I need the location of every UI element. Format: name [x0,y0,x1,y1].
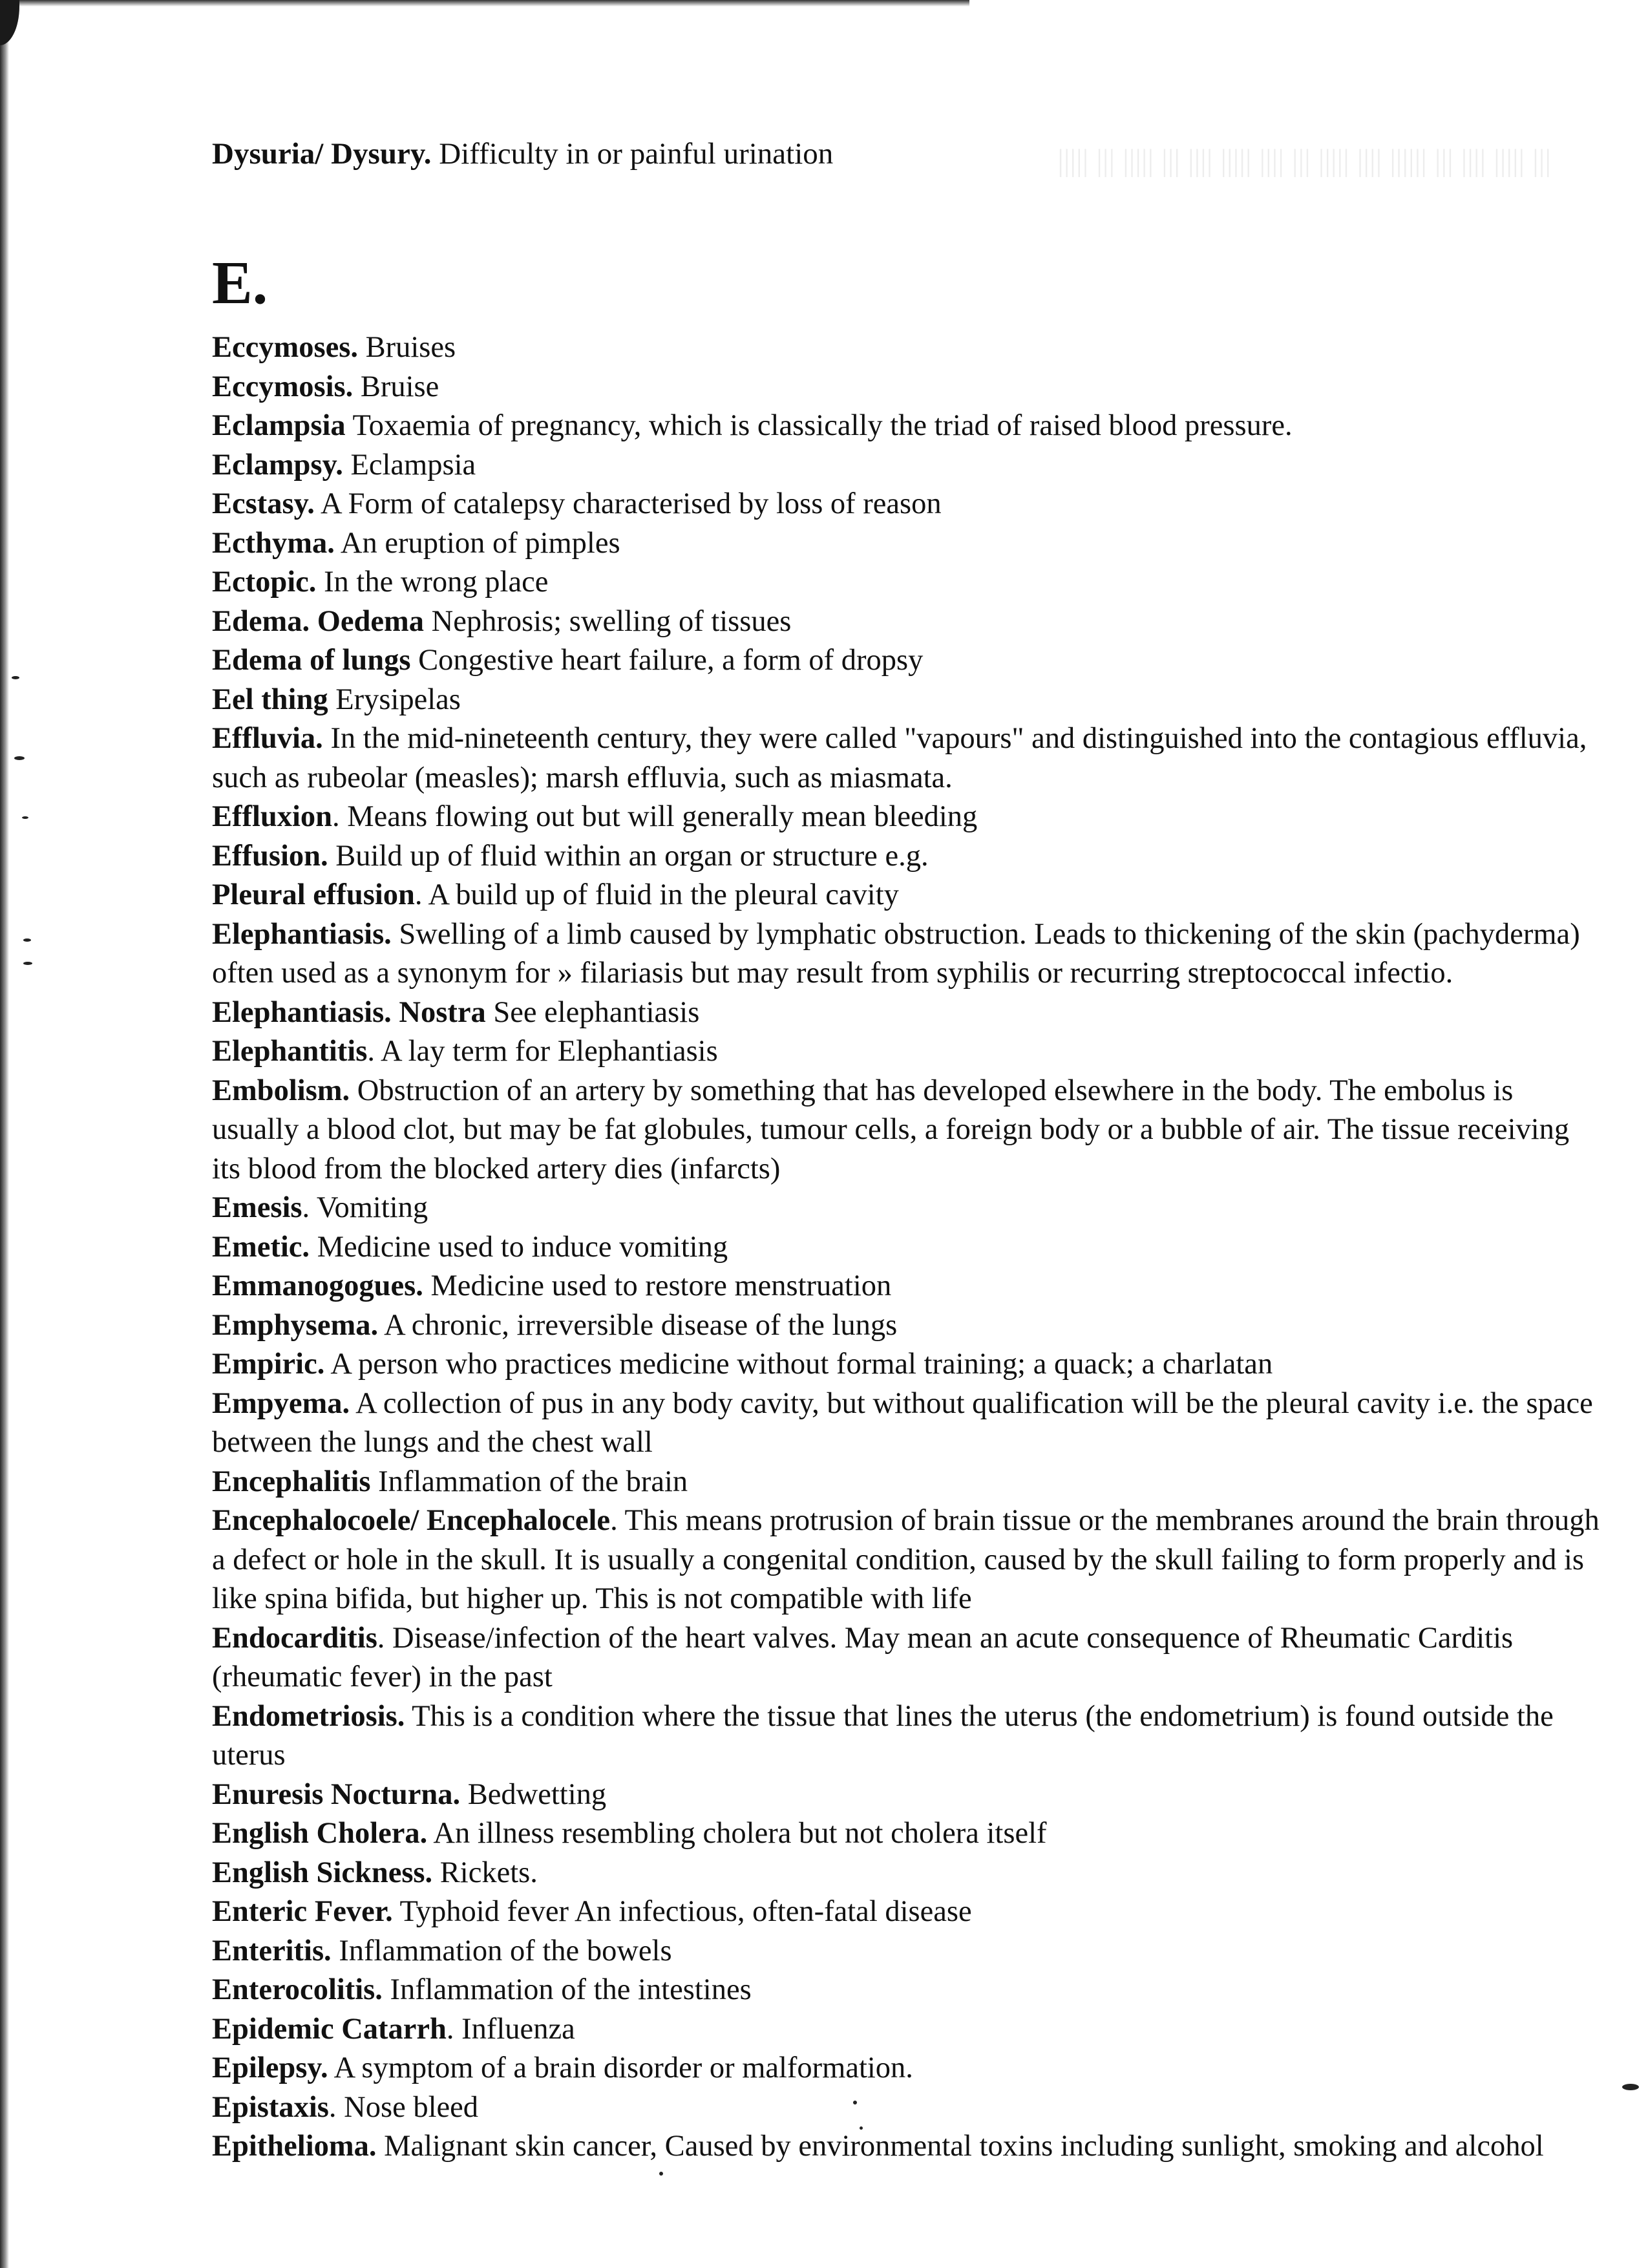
entry-definition: Erysipelas [328,683,461,716]
glossary-entry [212,641,1601,681]
entry-definition: Eclampsia [343,448,476,482]
entry-term: Effusion. [212,839,328,873]
glossary-entry [212,1228,1601,1267]
entry-term: Enuresis Nocturna. [212,1777,461,1811]
entry-term: Eccymosis. [212,370,354,403]
entry-term: Emmanogogues. [212,1269,423,1302]
entry-term: Elephantiasis. [212,917,392,951]
entry-term: Enteritis. [212,1934,332,1967]
glossary-entry [212,837,1601,876]
entry-term: Ecstasy. [212,487,315,520]
glossary-entry [212,681,1601,720]
entry-term: English Sickness. [212,1856,433,1889]
entry-term: Emetic. [212,1230,310,1264]
entry-definition: Toxaemia of pregnancy, which is classically the triad of raised blood pressure. [345,409,1293,442]
glossary-entry [212,563,1601,602]
scan-speck [14,756,25,760]
scan-speck [1622,2084,1639,2090]
scan-speck [12,676,19,679]
entry-term: Encephalocoele/ Encephalocele [212,1504,611,1537]
entry-definition: . Vomiting [302,1191,428,1224]
entry-term: Emesis [212,1191,302,1224]
entry-definition: Medicine used to induce vomiting [310,1230,728,1264]
entry-definition: Nephrosis; swelling of tissues [424,604,792,638]
entry-definition: A Form of catalepsy characterised by loss of reason [314,487,942,520]
entry-term: Eclampsia [212,409,346,442]
entry-term: Endocarditis [212,1621,377,1655]
glossary-entry [212,1463,1601,1502]
entry-term: Endometriosis. [212,1699,405,1733]
entry-definition: Build up of fluid within an organ or structure e.g. [328,839,929,873]
entry-definition: . A lay term for Elephantiasis [367,1035,718,1068]
entry-term: Epilepsy. [212,2051,328,2084]
glossary-entry [212,1775,1601,1815]
entry-definition: A chronic, irreversible disease of the lungs [378,1308,898,1342]
entry-term: English Cholera. [212,1817,428,1850]
entry-definition: An illness resembling cholera but not cholera itself [427,1817,1047,1850]
entry-definition: Inflammation of the brain [370,1465,688,1498]
entry-definition: Bruise [353,370,439,403]
entry-definition: Bedwetting [460,1777,607,1811]
entry-term: Embolism. [212,1074,350,1107]
glossary-entry [212,798,1601,837]
entry-definition: This is a condition where the tissue that lines the uterus (the endometrium) is found outside the uterus [212,1699,1554,1772]
glossary-entry [212,1032,1601,1072]
section-letter-heading: E. [212,249,268,317]
glossary-entry [212,915,1601,993]
glossary-entry [212,446,1601,485]
entry-definition: A symptom of a brain disorder or malformation. [328,2051,913,2084]
entry-term: Elephantitis [212,1035,368,1068]
entry-term: Eel thing [212,683,328,716]
glossary-entry [212,719,1601,798]
glossary-entry [212,1971,1601,2010]
entry-term: Enterocolitis. [212,1973,383,2006]
glossary-entry [212,524,1601,564]
glossary-entry [212,2088,1601,2128]
entry-term: Eclampsy. [212,448,343,482]
entry-definition: Medicine used to restore menstruation [423,1269,892,1302]
entry-term: Empyema. [212,1386,350,1420]
entry-definition: A collection of pus in any body cavity, but without qualification will be the pleural cavity i.e. the space between the lungs and the chest wall [212,1386,1593,1459]
scan-edge-top [0,0,969,6]
glossary-entry [212,1814,1601,1854]
entry-definition: . Disease/infection of the heart valves. May mean an acute consequence of Rheumatic Carditis (rheumatic fever) in the past [212,1621,1514,1693]
entry-term: Ectopic. [212,566,317,599]
glossary-entry [212,2010,1601,2050]
entry-term: Edema of lungs [212,644,411,677]
entry-term: Epithelioma. [212,2130,377,2163]
glossary-page [212,134,1601,2167]
entry-definition: Inflammation of the intestines [382,1973,752,2006]
entry-definition: A person who practices medicine without formal training; a quack; a charlatan [324,1348,1273,1381]
entry-definition: Inflammation of the bowels [331,1934,672,1967]
entry-definition: An eruption of pimples [334,526,620,560]
glossary-entry [212,1189,1601,1228]
glossary-entry [212,602,1601,642]
glossary-entry [212,485,1601,524]
scan-speck [22,816,28,819]
glossary-entry [212,2127,1601,2167]
glossary-entry [212,1345,1601,1384]
entry-term: Eccymoses. [212,331,358,364]
entry-term: Ecthyma. [212,526,335,560]
entry-definition: Bruises [357,331,456,364]
glossary-entry [212,2049,1601,2088]
entry-term: Edema. Oedema [212,604,425,638]
glossary-entry [212,1267,1601,1306]
glossary-entry [212,1501,1601,1619]
glossary-entry [212,368,1601,407]
entry-definition: Typhoid fever An infectious, often-fatal disease [392,1895,972,1928]
entry-term: Encephalitis [212,1465,371,1498]
entry-term: Epidemic Catarrh [212,2012,447,2046]
scan-corner-fold [0,0,19,45]
entry-definition: Difficulty in or painful urination [431,137,834,171]
glossary-entry [212,1384,1601,1463]
entry-term: Empiric. [212,1348,325,1381]
scan-speck [23,962,32,965]
entry-definition: In the wrong place [316,566,549,599]
glossary-entry-dysuria [212,134,1601,173]
glossary-entry-list [212,328,1601,2167]
glossary-entry [212,1697,1601,1775]
scan-speck [23,938,31,942]
entry-definition: Malignant skin cancer, Caused by environmental toxins including sunlight, smoking and alcohol [376,2130,1544,2163]
glossary-entry [212,407,1601,446]
glossary-entry [212,1619,1601,1697]
entry-term: Effluxion [212,800,333,833]
entry-definition: Obstruction of an artery by something that has developed elsewhere in the body. The embolus is usually a blood clot, but may be fat globules, tumour cells, a foreign body or a bubble of air. The tissue receiving its blood from the blocked artery dies (infarcts) [212,1074,1570,1185]
entry-term: Effluvia. [212,722,323,755]
scan-edge-left [0,0,9,2268]
entry-definition: See elephantiasis [485,995,700,1029]
glossary-entry [212,1854,1601,1893]
entry-definition: . Influenza [446,2012,575,2046]
glossary-entry [212,1932,1601,1971]
entry-definition: Rickets. [432,1856,538,1889]
entry-definition: . A build up of fluid in the pleural cavity [414,878,899,911]
bleed-through-texture: ||| ||||| |||| ||| |||||| |||| ||||| ||| |||| ||||| |||| ||| ||||| ||| ||||| [1057,143,1551,178]
scan-speck [659,2172,663,2176]
glossary-entry [212,993,1601,1033]
entry-term: Elephantiasis. Nostra [212,995,486,1029]
entry-definition: . Means flowing out but will generally mean bleeding [332,800,978,833]
entry-term: Enteric Fever. [212,1895,393,1928]
glossary-entry [212,876,1601,915]
glossary-entry [212,1072,1601,1189]
entry-definition: In the mid-nineteenth century, they were called "vapours" and distinguished into the contagious effluvia, such as rubeolar (measles); marsh effluvia, such as miasmata. [212,722,1587,794]
glossary-entry [212,328,1601,368]
entry-definition: . Nose bleed [328,2090,479,2124]
entry-term: Epistaxis [212,2090,329,2124]
entry-term: Dysuria/ Dysury. [212,137,432,171]
entry-term: Pleural effusion [212,878,415,911]
entry-definition: Swelling of a limb caused by lymphatic obstruction. Leads to thickening of the skin (pachyderma) often used as a synonym for » filariasis but may result from syphilis or recurring streptococcal infectio. [212,917,1580,990]
glossary-entry [212,1306,1601,1346]
entry-definition: . This means protrusion of brain tissue or the membranes around the brain through a defect or hole in the skull. It is usually a congenital condition, caused by the skull failing to form properly and is like spina bifida, but higher up. This is not compatible with life [212,1504,1600,1615]
entry-term: Emphysema. [212,1308,379,1342]
glossary-entry [212,1892,1601,1932]
entry-definition: Congestive heart failure, a form of dropsy [410,644,924,677]
